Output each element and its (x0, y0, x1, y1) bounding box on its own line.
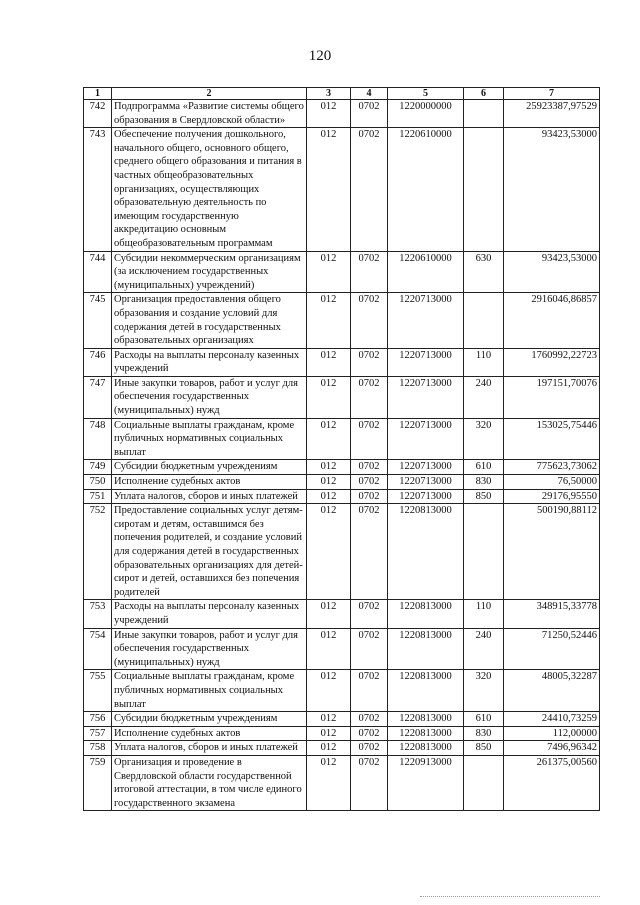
row-name: Иные закупки товаров, работ и услуг для обеспечения государственных (муниципальных) нужд (112, 376, 307, 418)
row-name: Организация предоставления общего образования и создание условий для содержания детей в государственных образовательных организациях (112, 293, 307, 348)
row-code-6 (464, 128, 504, 251)
table-row (84, 755, 600, 810)
row-code-6: 240 (464, 628, 504, 670)
row-amount: 153025,75446 (504, 418, 600, 460)
row-amount: 2916046,86857 (504, 293, 600, 348)
row-name: Расходы на выплаты персоналу казенных учреждений (112, 348, 307, 376)
row-code-5: 1220813000 (388, 741, 464, 756)
row-code-4: 0702 (351, 600, 388, 628)
row-amount: 197151,70076 (504, 376, 600, 418)
row-code-4: 0702 (351, 128, 388, 251)
row-code-4: 0702 (351, 489, 388, 504)
row-code-3: 012 (307, 475, 351, 490)
row-code-4: 0702 (351, 348, 388, 376)
row-number: 749 (84, 460, 112, 475)
row-number: 756 (84, 712, 112, 727)
row-code-3: 012 (307, 670, 351, 712)
row-number: 742 (84, 100, 112, 128)
row-amount: 29176,95550 (504, 489, 600, 504)
row-amount: 348915,33778 (504, 600, 600, 628)
table-row (84, 460, 600, 475)
row-code-5: 1220913000 (388, 755, 464, 810)
row-amount: 7496,96342 (504, 741, 600, 756)
table-row (84, 418, 600, 460)
row-code-3: 012 (307, 251, 351, 293)
row-name: Субсидии бюджетным учреждениям (112, 712, 307, 727)
row-name: Исполнение судебных актов (112, 475, 307, 490)
row-name: Предоставление социальных услуг детям-сиротам и детям, оставшимся без попечения родителей, и создание условий для содержания детей в государственных образовательных организациях для детей-сирот и детей, оставшихся без попечения родителей (112, 504, 307, 600)
row-name: Социальные выплаты гражданам, кроме публичных нормативных социальных выплат (112, 670, 307, 712)
row-number: 747 (84, 376, 112, 418)
row-code-3: 012 (307, 712, 351, 727)
row-code-5: 1220713000 (388, 418, 464, 460)
row-code-3: 012 (307, 293, 351, 348)
row-amount: 48005,32287 (504, 670, 600, 712)
row-code-4: 0702 (351, 628, 388, 670)
row-name: Субсидии бюджетным учреждениям (112, 460, 307, 475)
row-code-3: 012 (307, 741, 351, 756)
row-name: Социальные выплаты гражданам, кроме публичных нормативных социальных выплат (112, 418, 307, 460)
row-name: Подпрограмма «Развитие системы общего образования в Свердловской области» (112, 100, 307, 128)
row-code-3: 012 (307, 755, 351, 810)
row-code-5: 1220713000 (388, 475, 464, 490)
table-row (84, 475, 600, 490)
row-code-3: 012 (307, 418, 351, 460)
table-row (84, 670, 600, 712)
row-code-6: 830 (464, 726, 504, 741)
table-row (84, 504, 600, 600)
header-col-4: 4 (351, 88, 388, 100)
row-code-4: 0702 (351, 741, 388, 756)
row-number: 754 (84, 628, 112, 670)
row-code-4: 0702 (351, 376, 388, 418)
row-code-6: 850 (464, 489, 504, 504)
row-code-5: 1220610000 (388, 251, 464, 293)
row-amount: 93423,53000 (504, 128, 600, 251)
row-code-6: 610 (464, 460, 504, 475)
row-amount: 112,00000 (504, 726, 600, 741)
row-number: 757 (84, 726, 112, 741)
row-name: Расходы на выплаты персоналу казенных учреждений (112, 600, 307, 628)
row-number: 746 (84, 348, 112, 376)
header-col-2: 2 (112, 88, 307, 100)
table-row (84, 348, 600, 376)
row-code-5: 1220813000 (388, 712, 464, 727)
page-number: 120 (308, 48, 332, 64)
row-code-6: 610 (464, 712, 504, 727)
row-code-6 (464, 100, 504, 128)
row-amount: 24410,73259 (504, 712, 600, 727)
table-row (84, 726, 600, 741)
row-number: 751 (84, 489, 112, 504)
row-code-3: 012 (307, 504, 351, 600)
row-code-3: 012 (307, 128, 351, 251)
row-code-6 (464, 293, 504, 348)
row-code-4: 0702 (351, 418, 388, 460)
row-amount: 1760992,22723 (504, 348, 600, 376)
row-code-5: 1220713000 (388, 460, 464, 475)
row-code-5: 1220713000 (388, 489, 464, 504)
table-row (84, 489, 600, 504)
row-code-6: 850 (464, 741, 504, 756)
table-row (84, 251, 600, 293)
header-col-1: 1 (84, 88, 112, 100)
table-row (84, 712, 600, 727)
table-row (84, 100, 600, 128)
table-row (84, 600, 600, 628)
row-amount: 93423,53000 (504, 251, 600, 293)
row-number: 759 (84, 755, 112, 810)
row-code-6 (464, 755, 504, 810)
header-col-6: 6 (464, 88, 504, 100)
row-code-6 (464, 504, 504, 600)
row-amount: 25923387,97529 (504, 100, 600, 128)
row-code-3: 012 (307, 726, 351, 741)
row-amount: 261375,00560 (504, 755, 600, 810)
row-code-4: 0702 (351, 293, 388, 348)
row-number: 744 (84, 251, 112, 293)
table-body (84, 100, 600, 811)
row-code-5: 1220610000 (388, 128, 464, 251)
row-number: 755 (84, 670, 112, 712)
row-code-4: 0702 (351, 755, 388, 810)
row-code-3: 012 (307, 600, 351, 628)
row-code-6: 320 (464, 418, 504, 460)
row-number: 752 (84, 504, 112, 600)
header-col-3: 3 (307, 88, 351, 100)
row-code-4: 0702 (351, 712, 388, 727)
row-number: 753 (84, 600, 112, 628)
row-code-3: 012 (307, 489, 351, 504)
row-number: 745 (84, 293, 112, 348)
row-code-5: 1220813000 (388, 670, 464, 712)
row-number: 758 (84, 741, 112, 756)
row-code-5: 1220713000 (388, 293, 464, 348)
row-name: Организация и проведение в Свердловской области государственной итоговой аттестации, в том числе единого государственного экзамена (112, 755, 307, 810)
row-number: 748 (84, 418, 112, 460)
table-row (84, 293, 600, 348)
row-code-3: 012 (307, 100, 351, 128)
table-row (84, 628, 600, 670)
row-code-6: 110 (464, 348, 504, 376)
row-code-5: 1220813000 (388, 628, 464, 670)
row-name: Иные закупки товаров, работ и услуг для обеспечения государственных (муниципальных) нужд (112, 628, 307, 670)
header-col-5: 5 (388, 88, 464, 100)
row-number: 743 (84, 128, 112, 251)
row-code-3: 012 (307, 628, 351, 670)
row-code-3: 012 (307, 460, 351, 475)
row-name: Субсидии некоммерческим организациям (за исключением государственных (муниципальных) учреждений) (112, 251, 307, 293)
row-code-5: 1220713000 (388, 348, 464, 376)
row-amount: 71250,52446 (504, 628, 600, 670)
header-row (84, 88, 600, 100)
table-row (84, 376, 600, 418)
row-code-5: 1220713000 (388, 376, 464, 418)
row-code-6: 240 (464, 376, 504, 418)
table-row (84, 741, 600, 756)
header-col-7: 7 (504, 88, 600, 100)
row-amount: 76,50000 (504, 475, 600, 490)
row-code-4: 0702 (351, 475, 388, 490)
table-header (84, 88, 600, 100)
table-row (84, 128, 600, 251)
row-code-4: 0702 (351, 670, 388, 712)
row-name: Обеспечение получения дошкольного, начального общего, основного общего, среднего общего образования и питания в частных общеобразовательных организациях, осуществляющих образовательную деятельность по имеющим государственную аккредитацию основным общеобразовательным программам (112, 128, 307, 251)
row-number: 750 (84, 475, 112, 490)
row-amount: 775623,73062 (504, 460, 600, 475)
row-code-6: 110 (464, 600, 504, 628)
row-code-4: 0702 (351, 251, 388, 293)
row-code-3: 012 (307, 348, 351, 376)
budget-table (83, 87, 600, 811)
row-code-4: 0702 (351, 504, 388, 600)
row-name: Уплата налогов, сборов и иных платежей (112, 741, 307, 756)
row-code-5: 1220813000 (388, 726, 464, 741)
row-name: Исполнение судебных актов (112, 726, 307, 741)
row-code-4: 0702 (351, 460, 388, 475)
row-code-6: 630 (464, 251, 504, 293)
row-amount: 500190,88112 (504, 504, 600, 600)
row-code-5: 1220813000 (388, 504, 464, 600)
scan-artifact-dotted-line (420, 896, 600, 898)
row-code-5: 1220000000 (388, 100, 464, 128)
row-code-4: 0702 (351, 100, 388, 128)
row-name: Уплата налогов, сборов и иных платежей (112, 489, 307, 504)
row-code-6: 320 (464, 670, 504, 712)
row-code-4: 0702 (351, 726, 388, 741)
row-code-3: 012 (307, 376, 351, 418)
row-code-5: 1220813000 (388, 600, 464, 628)
row-code-6: 830 (464, 475, 504, 490)
